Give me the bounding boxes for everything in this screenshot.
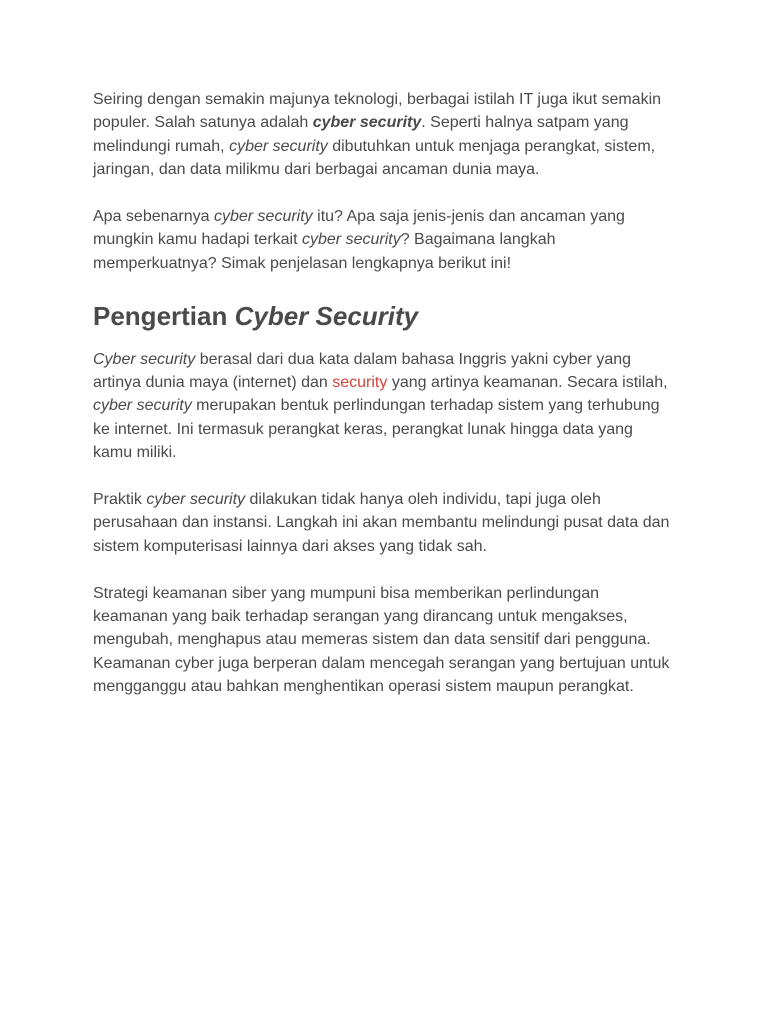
section-p2-term: cyber security: [146, 491, 246, 509]
intro-p2-term2: cyber security: [302, 231, 401, 249]
section-p1-term: Cyber security: [93, 350, 196, 368]
section-p2-text-a: Praktik: [93, 491, 147, 509]
section-p1-text-c: merupakan bentuk perlindungan terhadap sistem yang terhubung ke internet. Ini termasuk perangkat keras, perangkat lunak hingga data yang kamu miliki.: [93, 397, 660, 462]
intro-paragraph-2: [93, 205, 671, 275]
section-paragraph-3: Strategi keamanan siber yang mumpuni bisa memberikan perlindungan keamanan yang baik terhadap serangan yang dirancang untuk mengakses, mengubah, menghapus atau memeras sistem dan data sensitif dari pengguna. Keamanan cyber juga berperan dalam mencegah serangan yang bertujuan untuk mengganggu atau bahkan menghentikan operasi sistem maupun perangkat.: [93, 584, 670, 696]
section-p2-text-b: dilakukan tidak hanya oleh individu, tapi juga oleh perusahaan dan instansi. Langkah ini akan membantu melindungi pusat data dan sistem komputerisasi lainnya dari akses yang tidak sah.: [93, 491, 670, 555]
security-link[interactable]: security: [332, 374, 388, 392]
intro-p1-term2: cyber security: [229, 137, 328, 155]
section-heading-plain: Pengertian: [93, 300, 235, 331]
intro-p2-text-b: itu? Apa saja jenis-jenis dan ancaman yang mungkin kamu hadapi terkait: [93, 208, 625, 249]
intro-p2-text-c: ? Bagaimana langkah memperkuatnya? Simak penjelasan lengkapnya berikut ini!: [93, 231, 556, 272]
intro-p1-text-c: dibutuhkan untuk menjaga perangkat, sistem, jaringan, dan data milikmu dari berbagai ancaman dunia maya.: [93, 137, 656, 179]
intro-p2-term: cyber security: [213, 208, 313, 226]
intro-paragraph-1: [93, 88, 671, 182]
section-p1-text-a: berasal dari dua kata dalam bahasa Inggris yakni cyber yang artinya dunia maya (internet) dan: [93, 350, 632, 392]
section-heading-italic: Cyber Security: [234, 300, 419, 331]
section-p1-term2: cyber security: [93, 397, 192, 415]
intro-p1-text-b: . Seperti halnya satpam yang melindungi rumah,: [93, 114, 629, 155]
intro-p2-text-a: Apa sebenarnya: [93, 208, 214, 226]
intro-p1-term: cyber security: [312, 114, 422, 132]
article-body: [93, 88, 671, 722]
intro-p1-text-a: Seiring dengan semakin majunya teknologi, berbagai istilah IT juga ikut semakin populer. Salah satunya adalah: [93, 91, 662, 132]
section-p1-text-b: yang artinya keamanan. Secara istilah,: [387, 374, 668, 392]
section-paragraph-2: [93, 488, 671, 558]
section-paragraph-1: [93, 348, 671, 465]
section-heading: [93, 299, 671, 333]
